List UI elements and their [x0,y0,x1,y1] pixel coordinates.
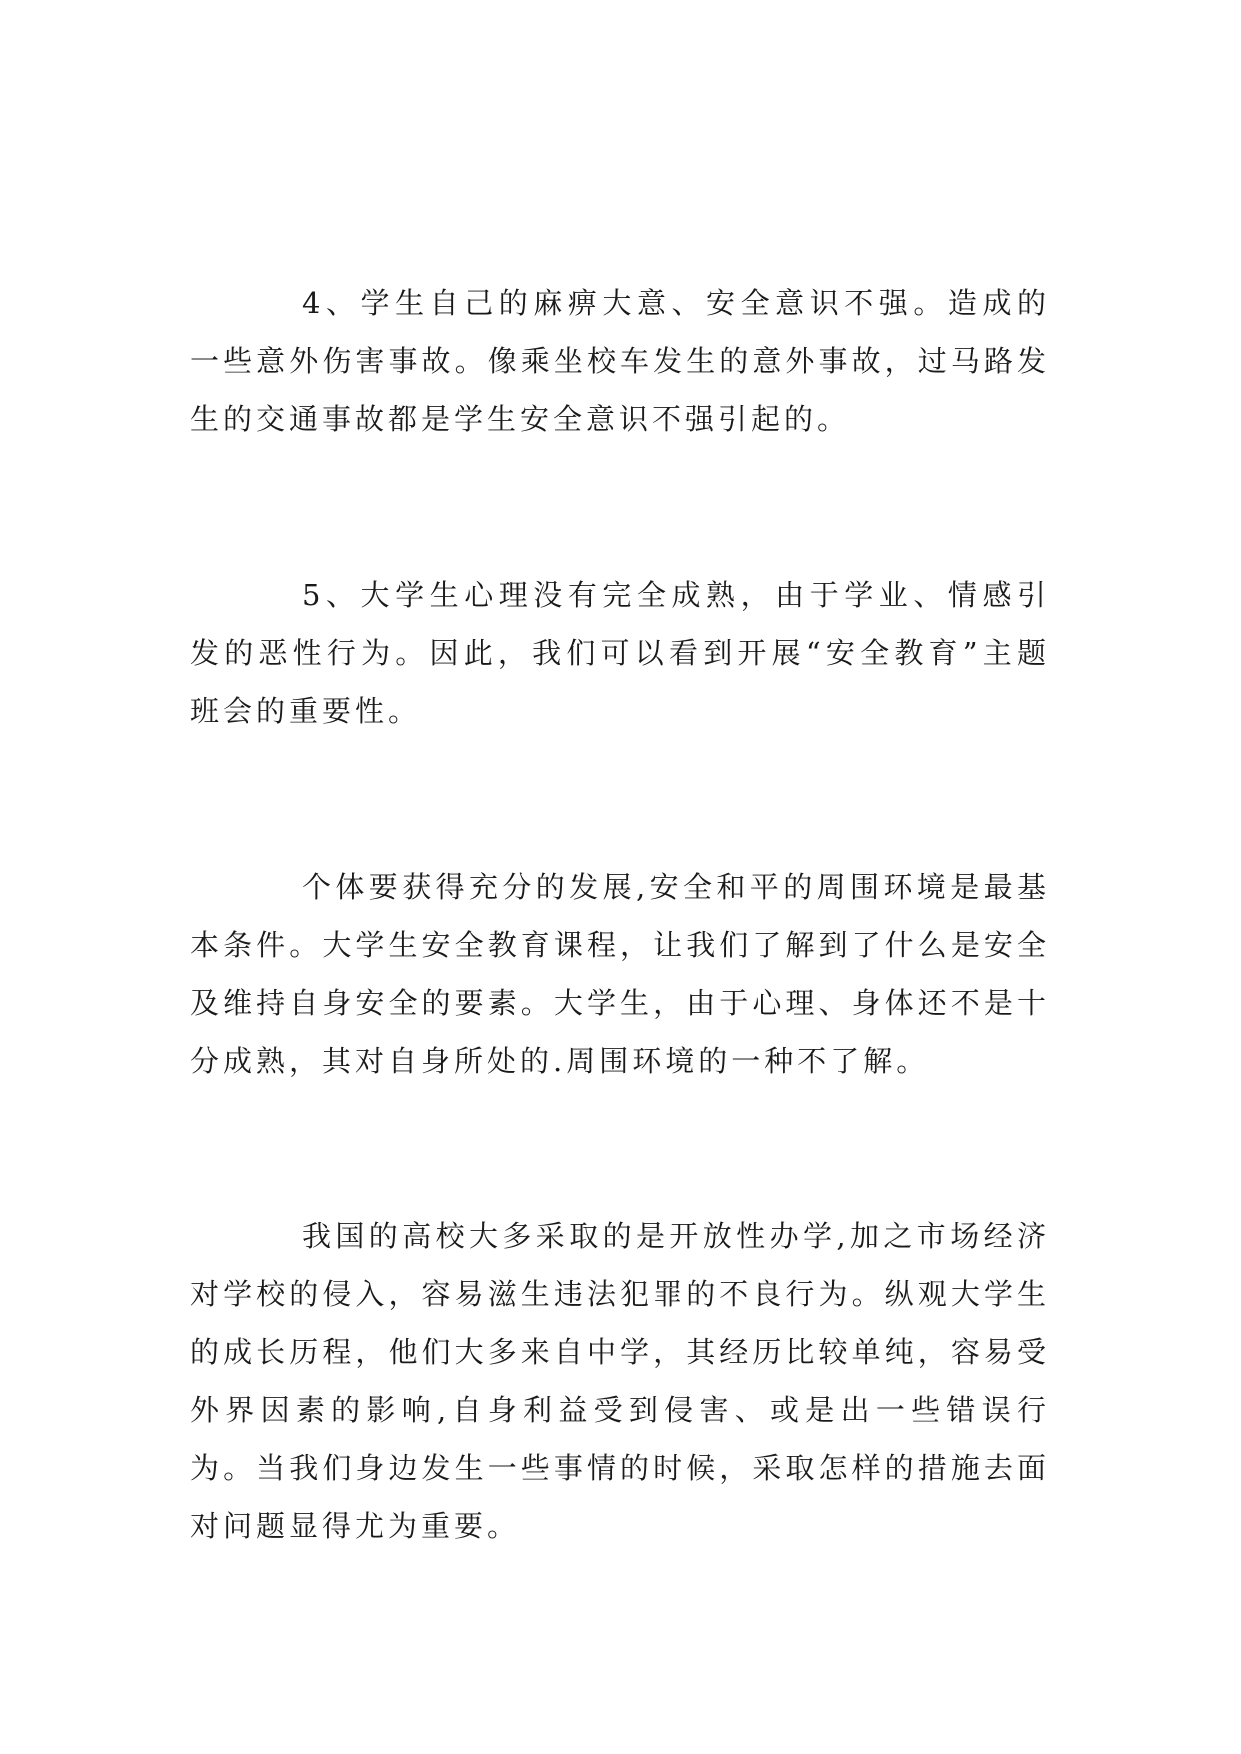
paragraph-individual-development: 个体要获得充分的发展,安全和平的周围环境是最基本条件。大学生安全教育课程，让我们了解到了什么是安全及维持自身安全的要素。大学生，由于心理、身体还不是十分成熟，其对自身所处的.周围环境的一种不了解。 [190,870,1050,1078]
paragraph-point-5: 5、大学生心理没有完全成熟，由于学业、情感引发的恶性行为。因此，我们可以看到开展“安全教育”主题班会的重要性。 [190,578,1050,728]
paragraph-point-4: 4、学生自己的麻痹大意、安全意识不强。造成的一些意外伤害事故。像乘坐校车发生的意外事故，过马路发生的交通事故都是学生安全意识不强引起的。 [190,286,1050,436]
paragraph-open-campus: 我国的高校大多采取的是开放性办学,加之市场经济对学校的侵入，容易滋生违法犯罪的不良行为。纵观大学生的成长历程，他们大多来自中学，其经历比较单纯，容易受外界因素的影响,自身利益受到侵害、或是出一些错误行为。当我们身边发生一些事情的时候，采取怎样的措施去面对问题显得尤为重要。 [190,1219,1050,1543]
